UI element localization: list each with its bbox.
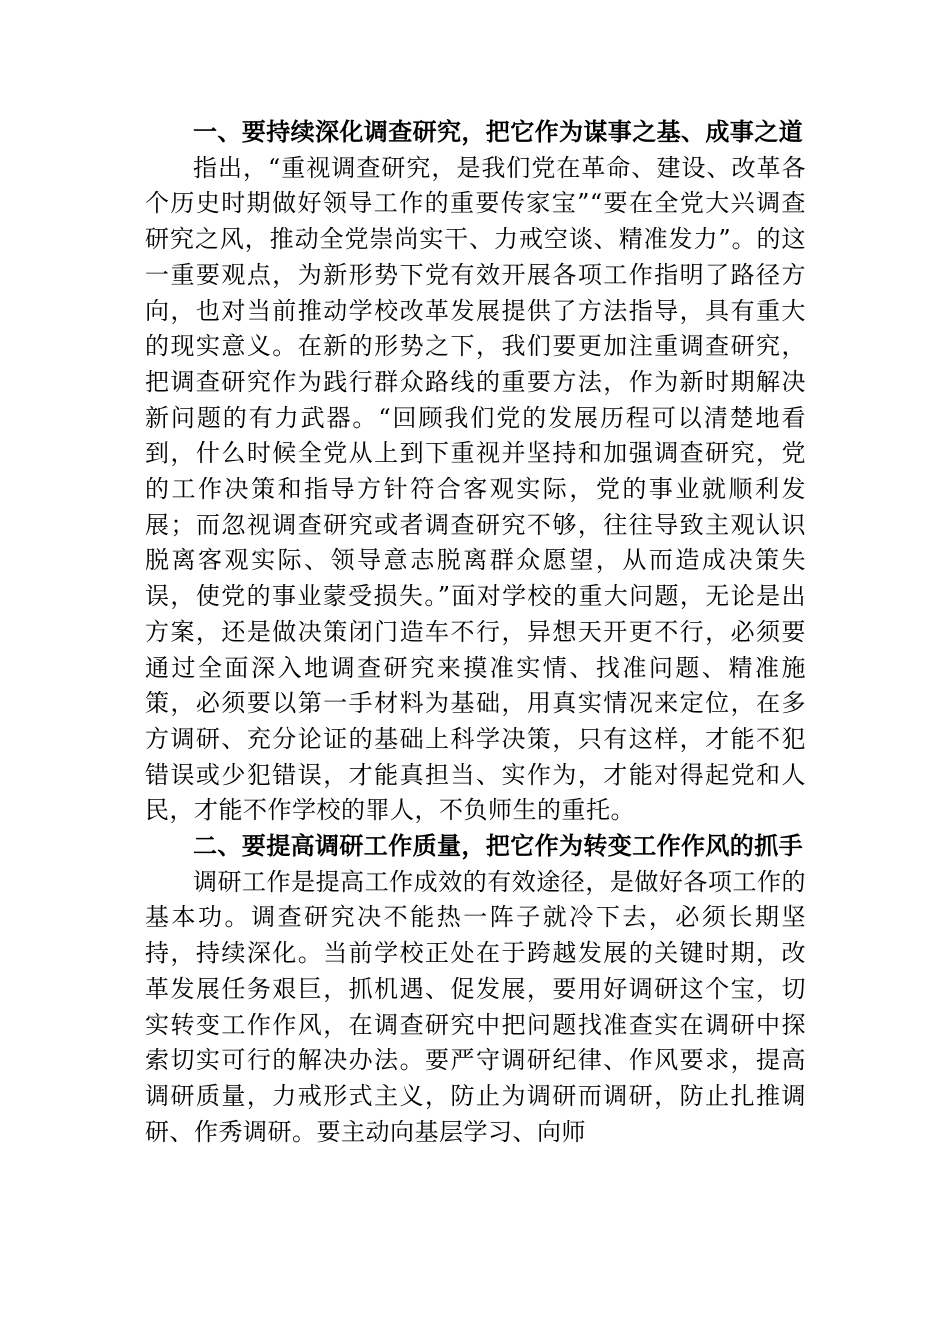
section-paragraph-2: 调研工作是提高工作成效的有效途径，是做好各项工作的基本功。调查研究决不能热一阵子就冷下去，必须长期坚持，持续深化。当前学校正处在于跨越发展的关键时期，改革发展任务艰巨，抓机遇、促发展，要用好调研这个宝，切实转变工作作风，在调查研究中把问题找准查实在调研中探索切实可行的解决办法。要严守调研纪律、作风要求，提高调研质量，力戒形式主义，防止为调研而调研，防止扎推调研、作秀调研。要主动向基层学习、向师: [145, 867, 806, 1146]
section-heading-2: 二、要提高调研工作质量，把它作为转变工作作风的抓手: [193, 832, 803, 861]
document-page: [145, 115, 806, 1150]
section-paragraph-1: 指出，“重视调查研究，是我们党在革命、建设、改革各个历史时期做好领导工作的重要传家宝”“要在全党大兴调查研究之风，推动全党崇尚实干、力戒空谈、精准发力”。的这一重要观点，为新形势下党有效开展各项工作指明了路径方向，也对当前推动学校改革发展提供了方法指导，具有重大的现实意义。在新的形势之下，我们要更加注重调查研究，把调查研究作为践行群众路线的重要方法，作为新时期解决新问题的有力武器。“回顾我们党的发展历程可以清楚地看到，什么时候全党从上到下重视并坚持和加强调查研究，党的工作决策和指导方针符合客观实际，党的事业就顺利发展；而忽视调查研究或者调查研究不够，往往导致主观认识脱离客观实际、领导意志脱离群众愿望，从而造成决策失误，使党的事业蒙受损失。”面对学校的重大问题，无论是出方案，还是做决策闭门造车不行，异想天开更不行，必须要通过全面深入地调查研究来摸准实情、找准问题、精准施策，必须要以第一手材料为基础，用真实情况来定位，在多方调研、充分论证的基础上科学决策，只有这样，才能不犯错误或少犯错误，才能真担当、实作为，才能对得起党和人民，才能不作学校的罪人，不负师生的重托。: [145, 153, 806, 825]
section-heading-1: 一、要持续深化调查研究，把它作为谋事之基、成事之道: [193, 118, 803, 146]
